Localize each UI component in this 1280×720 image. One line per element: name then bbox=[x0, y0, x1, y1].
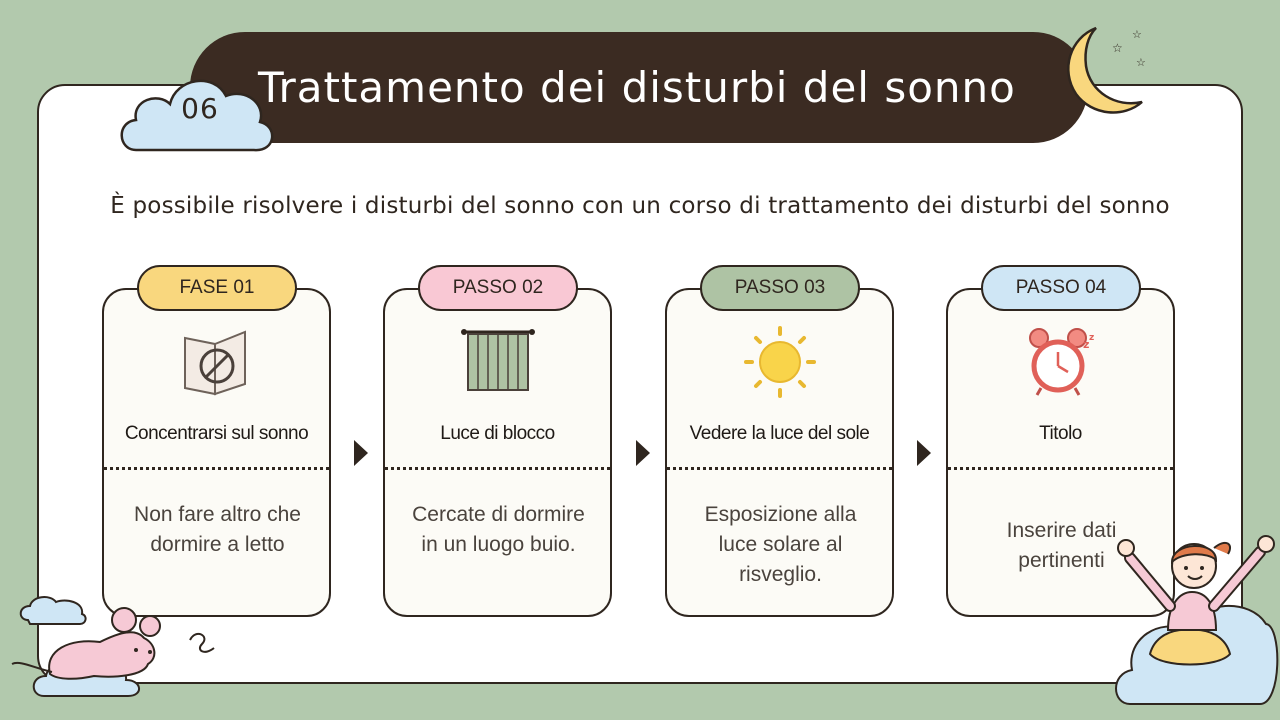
no-book-icon bbox=[179, 324, 255, 400]
svg-text:☆: ☆ bbox=[1132, 28, 1142, 41]
alarm-clock-icon bbox=[1023, 324, 1099, 400]
section-number: 06 bbox=[181, 92, 219, 125]
page-title: Trattamento dei disturbi del sonno bbox=[258, 63, 1016, 112]
arrow-right-icon bbox=[354, 440, 368, 466]
mouse-on-cloud-illustration bbox=[4, 592, 234, 704]
divider bbox=[667, 467, 892, 470]
step-title: Luce di blocco bbox=[440, 423, 555, 444]
step-body: Inserire dati pertinenti bbox=[1006, 519, 1117, 572]
svg-text:☆: ☆ bbox=[1136, 56, 1146, 69]
step-card-3 bbox=[665, 288, 894, 617]
step-label-4: PASSO 04 bbox=[981, 265, 1141, 311]
divider bbox=[385, 467, 610, 470]
moon-icon bbox=[1050, 20, 1160, 130]
svg-text:z: z bbox=[1083, 338, 1090, 351]
sun-icon bbox=[742, 324, 818, 400]
subtitle: È possibile risolvere i disturbi del sonno con un corso di trattamento dei disturbi del sonno bbox=[110, 193, 1170, 219]
step-title: Titolo bbox=[1039, 423, 1082, 444]
step-label-1: FASE 01 bbox=[137, 265, 297, 311]
arrow-right-icon bbox=[917, 440, 931, 466]
step-card-1 bbox=[102, 288, 331, 617]
step-label-2: PASSO 02 bbox=[418, 265, 578, 311]
step-title: Concentrarsi sul sonno bbox=[124, 423, 309, 444]
step-body: Esposizione alla luce solare al risveglio. bbox=[704, 503, 857, 586]
arrow-right-icon bbox=[636, 440, 650, 466]
step-card-2 bbox=[383, 288, 612, 617]
girl-on-cloud-illustration bbox=[1110, 518, 1280, 716]
step-body: Non fare altro che dormire a letto bbox=[134, 503, 301, 556]
step-body: Cercate di dormire in un luogo buio. bbox=[412, 503, 585, 556]
divider bbox=[948, 467, 1173, 470]
divider bbox=[104, 467, 329, 470]
step-label-3: PASSO 03 bbox=[700, 265, 860, 311]
step-title: Vedere la luce del sole bbox=[689, 423, 870, 444]
svg-text:☆: ☆ bbox=[1112, 41, 1123, 55]
curtain-icon bbox=[460, 324, 536, 400]
svg-text:z: z bbox=[1089, 333, 1095, 343]
